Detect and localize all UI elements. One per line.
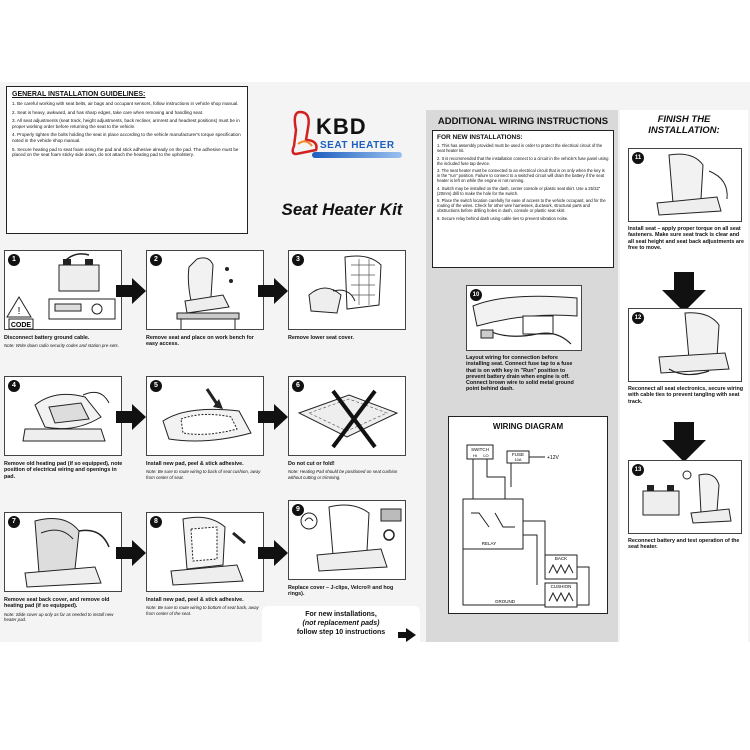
- step-caption: Do not cut or fold!: [288, 461, 335, 467]
- step-illustration: [288, 500, 406, 580]
- step-11: [628, 148, 744, 251]
- new-installations-title: FOR NEW INSTALLATIONS:: [437, 134, 523, 141]
- arrow-down-icon: [662, 272, 706, 312]
- wiring-item: 6. Secure relay behind dash using cable ties to prevent vibration noise.: [437, 215, 569, 221]
- svg-text:!: !: [17, 306, 21, 317]
- step-number: 13: [632, 464, 644, 476]
- seat-back-pad-illustration: [147, 513, 265, 593]
- step-12: [628, 308, 744, 405]
- step-number: 8: [150, 516, 162, 528]
- instruction-sheet: [0, 82, 750, 642]
- arrow-right-icon: [116, 540, 146, 566]
- callout-line-3: follow step 10 instructions: [296, 629, 386, 636]
- logo-brand: KBD: [316, 114, 367, 139]
- step-illustration: [146, 250, 264, 330]
- step-illustration: [4, 376, 122, 456]
- wiring-item: 4. Switch may be installed on the dash, center console or plastic seat skirt. Use a 25/32" (20mm) drill to make the hole for the switch.: [437, 185, 601, 196]
- step-number: 9: [292, 504, 304, 516]
- step-number: 1: [8, 254, 20, 266]
- step-4: [4, 376, 124, 480]
- diagram-title: WIRING DIAGRAM: [492, 422, 564, 431]
- wiring-schematic: [449, 417, 609, 615]
- step-caption: Remove seat back cover, and remove old heating pad (if so equipped).: [4, 597, 110, 610]
- guideline-item: 4. Properly tighten the bolts holding the seat in place according to the vehicle manufacturer's torque specification noted in the vehicle shop manual.: [12, 132, 241, 143]
- step-note: Note: Slide cover up only as far as needed to install new heater pad.: [4, 611, 114, 623]
- guideline-item: 3. All seat adjustments (seat track, height adjustments, back recliner, armrest and headrest positions) must be in proper working order before returning the seat to the vehicle.: [12, 118, 240, 129]
- battery-illustration: [5, 251, 123, 331]
- lo-label: LO: [483, 453, 489, 458]
- step-illustration: [4, 512, 122, 592]
- step-illustration: [288, 376, 406, 456]
- do-not-cut-illustration: [289, 377, 407, 457]
- guidelines-title: GENERAL INSTALLATION GUIDELINES:: [12, 91, 146, 98]
- cushion-label: CUSHION: [550, 584, 572, 589]
- arrow-right-icon: [258, 404, 288, 430]
- guideline-item: 2. Seat is heavy, awkward, and has sharp edges, take care when removing and handling seat.: [12, 109, 204, 115]
- new-pad-illustration: [147, 377, 265, 457]
- step-7: [4, 512, 124, 622]
- step-note: Note: Write down radio security codes and station pre-sets.: [4, 343, 119, 349]
- step-illustration: [288, 250, 406, 330]
- wiring-item: 5. Place the switch location carefully for ease of access to the vehicle occupant, and for the routing of the wires. Check for other wire harnesses, ductwork, structural parts and obstructions before drilling holes in dash, console or plastic seat skirt.: [437, 198, 606, 213]
- wiring-title: ADDITIONAL WIRING INSTRUCTIONS: [437, 116, 609, 127]
- guideline-item: 1. Be careful working with seat belts, air bags and occupant sensors, follow instructions in vehicle shop manual.: [12, 101, 239, 106]
- wiring-item: 2. It is recommended that the installation connect to a circuit in the vehicle's fuse panel using the included fuse tap device.: [437, 155, 609, 166]
- step-caption: Layout wiring for connection before installing seat. Connect fuse tap to a fuse that is on with key in "Run" position to prevent battery drain when engine is off. Connect brown wire to solid metal ground point behind dash.: [466, 355, 574, 393]
- guideline-item: 5. Secure heating pad to seat foam using the pad and stick adhesive already on the pad. The adhesive must be placed on the seat foam sticky side down, do not attach the heating pad to the upholstery.: [12, 146, 239, 158]
- step-8: [146, 512, 266, 616]
- step-note: Note: Heating Pad should be positioned on seat cushion without cutting or trimming.: [288, 469, 398, 480]
- kit-title: Seat Heater Kit: [281, 200, 403, 219]
- back-label: BACK: [554, 556, 568, 561]
- step-caption: Install new pad, peel & stick adhesive.: [146, 461, 244, 467]
- arrow-down-icon: [662, 422, 706, 462]
- relay-label: RELAY: [481, 541, 497, 546]
- step-number: 7: [8, 516, 20, 528]
- arrow-right-icon: [398, 628, 416, 642]
- step-10: [466, 285, 582, 393]
- arrow-right-icon: [258, 278, 288, 304]
- step-number: 6: [292, 380, 304, 392]
- seat-cover-illustration: [289, 251, 407, 331]
- ground-label: GROUND: [495, 599, 515, 604]
- dash-wiring-illustration: [467, 286, 583, 352]
- step-number: 11: [632, 152, 644, 164]
- step-caption: Replace cover – J-clips, Velcro® and hog rings).: [288, 585, 394, 598]
- step-caption: Install new pad, peel & stick adhesive.: [146, 597, 244, 603]
- step-illustration: [466, 285, 582, 351]
- step-caption: Remove seat and place on work bench for easy access.: [146, 335, 254, 348]
- fuse-amp-label: 10A: [514, 457, 522, 462]
- step-1: [4, 250, 124, 349]
- new-installations-box: [432, 130, 614, 268]
- step-number: 12: [632, 312, 644, 324]
- step-number: 10: [470, 289, 482, 301]
- step-illustration: [146, 512, 264, 592]
- step-caption: Install seat – apply proper torque on all seat fasteners. Make sure seat track is clear and all seat height and seat back adjustments are free to move.: [628, 226, 744, 251]
- callout-line-2: (not replacement pads): [302, 620, 380, 627]
- arrow-right-icon: [258, 540, 288, 566]
- step-5: [146, 376, 266, 480]
- kbd-logo: [282, 108, 412, 178]
- step-6: [288, 376, 408, 480]
- arrow-right-icon: [116, 404, 146, 430]
- step-caption: Reconnect all seat electronics, secure wiring with cable ties to prevent tangling with seat track.: [628, 386, 744, 405]
- seat-electronics-illustration: [629, 309, 743, 383]
- step-illustration: [628, 460, 742, 534]
- step-caption: Remove lower seat cover.: [288, 335, 354, 341]
- wiring-diagram: [448, 416, 608, 614]
- code-label: CODE: [10, 322, 32, 329]
- step-9: [288, 500, 408, 598]
- install-seat-illustration: [629, 149, 743, 223]
- step-caption: Reconnect battery and test operation of the seat heater.: [628, 538, 740, 551]
- step-number: 2: [150, 254, 162, 266]
- old-pad-illustration: [5, 377, 123, 457]
- step-13: [628, 460, 744, 551]
- v12-label: +12V: [547, 455, 559, 461]
- step-illustration: [4, 250, 122, 330]
- step-2: [146, 250, 266, 348]
- fuse-label: FUSE: [511, 452, 525, 457]
- step-illustration: [628, 148, 742, 222]
- step-note: Note: Be sure to route wiring to bottom of seat back, away from center of the seat.: [146, 605, 259, 616]
- general-guidelines: [6, 86, 248, 234]
- step-caption: Remove old heating pad (if so equipped), note position of electrical wiring and openings in pad.: [4, 461, 123, 480]
- switch-label: SWITCH: [471, 447, 489, 452]
- seat-back-cover-illustration: [5, 513, 123, 593]
- step-illustration: [628, 308, 742, 382]
- step-illustration: [146, 376, 264, 456]
- callout-line-1: For new installations,: [305, 611, 377, 618]
- step-note: Note: Be sure to route wiring to back of seat cushion, away from center of seat.: [146, 469, 261, 480]
- step-caption: Disconnect battery ground cable.: [4, 335, 90, 341]
- hi-label: HI: [473, 453, 477, 458]
- wiring-item: 3. The seat heater must be connected to an electrical circuit that is on only when the key is in the "run" position. Failure to connect to a switched circuit will drain the battery if the seat heater is left on while the engine is not running.: [437, 168, 605, 183]
- step-3: [288, 250, 408, 341]
- replace-cover-illustration: [289, 501, 407, 581]
- wiring-item: 1. This has assembly provided must be used in order to protect the electrical circuit of the seat heater kit.: [437, 143, 603, 153]
- step-number: 3: [292, 254, 304, 266]
- seat-bench-illustration: [147, 251, 265, 331]
- step-number: 4: [8, 380, 20, 392]
- arrow-right-icon: [116, 278, 146, 304]
- finish-title: FINISH THE INSTALLATION:: [648, 114, 720, 136]
- logo-product: SEAT HEATER: [320, 140, 395, 151]
- step-number: 5: [150, 380, 162, 392]
- logo-swoosh: [312, 152, 402, 158]
- new-install-callout: [262, 606, 420, 642]
- reconnect-battery-illustration: [629, 461, 743, 535]
